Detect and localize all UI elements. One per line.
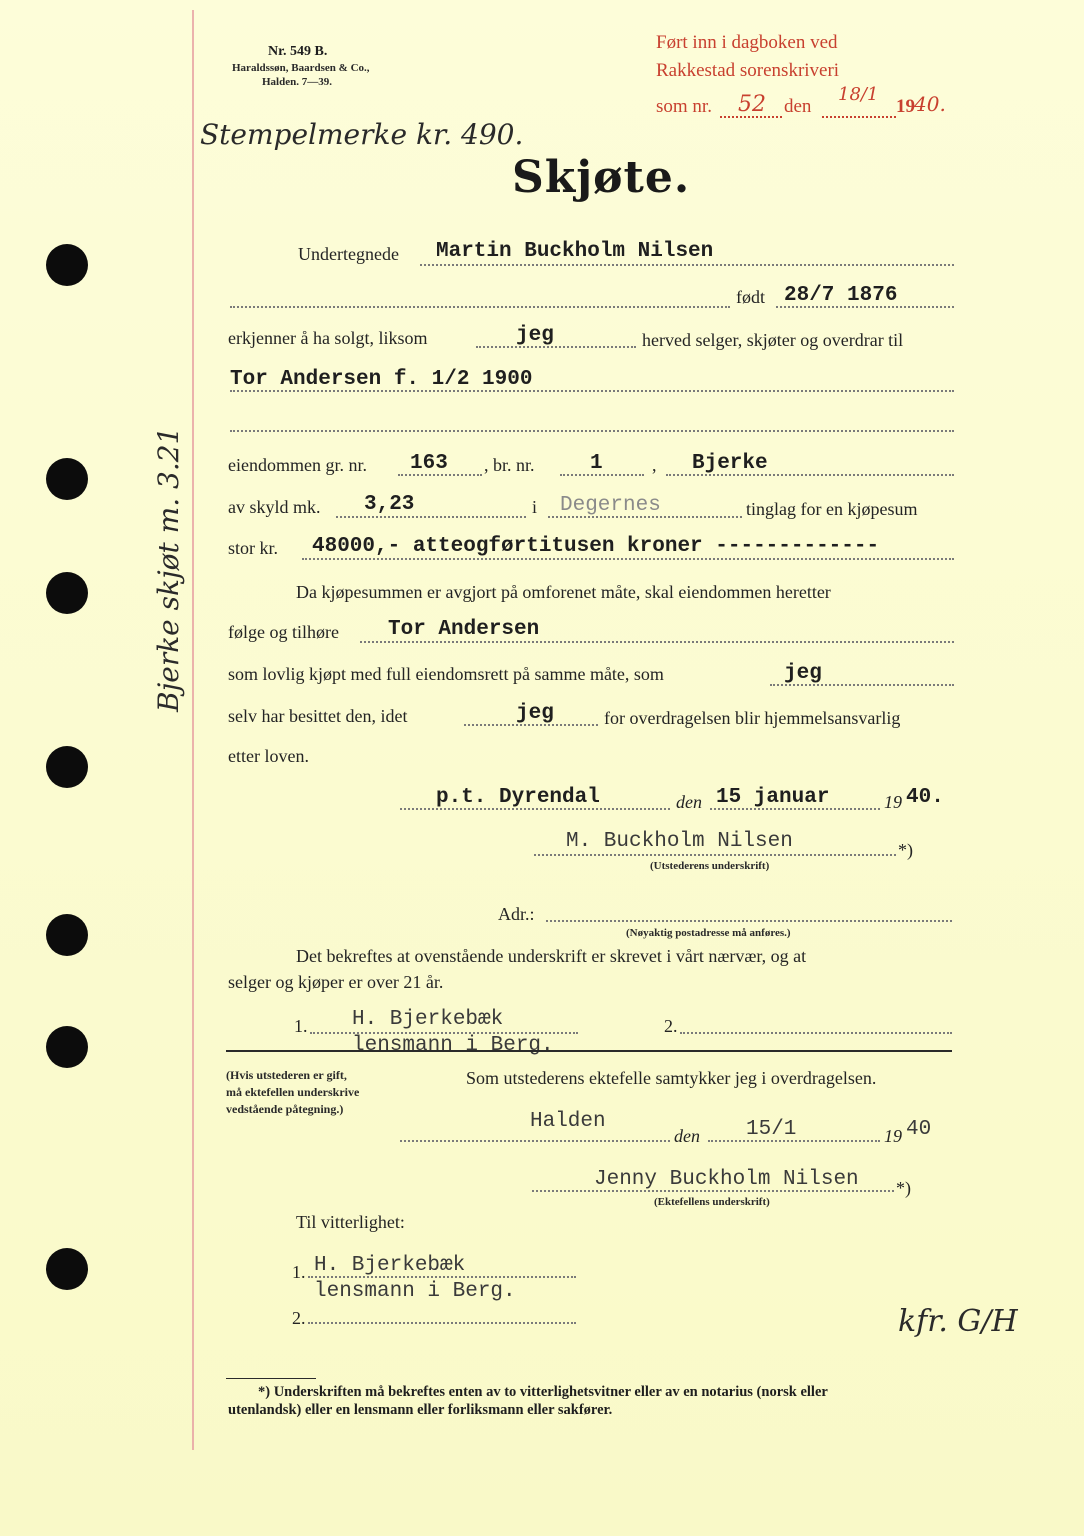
spouse-consent: Som utstederens ektefelle samtykker jeg i overdragelsen. (466, 1068, 877, 1088)
register-den-label: den (784, 96, 812, 117)
witnesses-label: Til vitterlighet: (296, 1212, 405, 1232)
stor-kr-label: stor kr. (228, 538, 279, 558)
lovlig-value: jeg (784, 662, 822, 685)
farm-name: Bjerke (692, 452, 768, 475)
witness1-name: H. Bjerkebæk (352, 1008, 504, 1031)
witness-b-number: 2. (292, 1308, 306, 1328)
footnote-line2: utenlandsk) eller en lensmann eller forliksmann eller sakfører. (228, 1402, 613, 1418)
skyld-label: av skyld mk. (228, 497, 321, 517)
footnote-line1: *) Underskriften må bekreftes enten av to vitterlighetsvitner eller av en notarius (norsk eller (258, 1384, 828, 1400)
place-value: p.t. Dyrendal (436, 786, 600, 809)
spouse-note-line1: (Hvis utstederen er gift, (226, 1068, 347, 1082)
folge-label: følge og tilhøre (228, 622, 339, 642)
i-label: i (532, 497, 538, 517)
register-nr-value: 52 (738, 92, 766, 117)
witness-a-number: 1. (292, 1262, 306, 1282)
register-date-value: 18/1 (838, 84, 879, 105)
form-number: Nr. 549 B. (268, 44, 328, 59)
buyer-line: Tor Andersen f. 1/2 1900 (230, 368, 533, 391)
register-year-suffix: 40. (914, 92, 946, 116)
spouse-caption: (Ektefellens underskrift) (654, 1196, 770, 1208)
punch-hole (46, 458, 88, 500)
printer-city-year: Halden. 7—39. (262, 76, 332, 88)
da-kjopesummen-line: Da kjøpesummen er avgjort på omforenet måte, skal eiendommen heretter (296, 582, 831, 602)
br-nr-label: , br. nr. (484, 455, 535, 475)
punch-hole (46, 244, 88, 286)
spouse-date: 15/1 (746, 1118, 797, 1141)
spouse-den-label: den (674, 1126, 700, 1146)
price-text: 48000,- atteogførtitusen kroner ------------- (312, 535, 880, 558)
erkjenner-label: erkjenner å ha solgt, liksom (228, 328, 428, 348)
spouse-note-line3: vedstående påtegning.) (226, 1102, 344, 1116)
year-prefix: 19 (884, 792, 902, 812)
br-nr-value: 1 (590, 452, 603, 475)
signature-caption: (Utstederens underskrift) (650, 860, 770, 872)
hjemmel-label: for overdragelsen blir hjemmelsansvarlig (604, 708, 901, 728)
stamp-duty-note: Stempelmerke kr. 490. (200, 118, 524, 151)
confirmation-line1: Det bekreftes at ovenstående underskrift er skrevet i vårt nærvær, og at (296, 946, 807, 966)
spouse-asterisk: *) (896, 1178, 911, 1198)
signature-asterisk: *) (898, 840, 913, 860)
herved-label: herved selger, skjøter og overdrar til (642, 330, 904, 350)
witness-a-name: H. Bjerkebæk (314, 1254, 466, 1277)
witness1-number: 1. (294, 1016, 308, 1036)
spouse-place: Halden (530, 1110, 606, 1133)
witness-a-title: lensmann i Berg. (314, 1280, 516, 1303)
year-suffix: 40. (906, 786, 944, 809)
register-year-prefix: 19 (896, 96, 915, 117)
selv-label: selv har besittet den, idet (228, 706, 408, 726)
punch-hole (46, 746, 88, 788)
punch-hole (46, 1248, 88, 1290)
eiendommen-label: eiendommen gr. nr. (228, 455, 367, 475)
tinglag-label: tinglag for en kjøpesum (746, 499, 918, 519)
comma-separator: , (652, 455, 657, 475)
spouse-note-line2: må ektefellen underskrive (226, 1085, 360, 1099)
register-stamp-line1: Ført inn i dagboken ved (656, 32, 838, 53)
undertegnede-label: Undertegnede (298, 244, 399, 264)
confirmation-line2: selger og kjøper er over 21 år. (228, 972, 444, 992)
register-stamp-line2: Rakkestad sorenskriveri (656, 60, 840, 81)
folge-value: Tor Andersen (388, 618, 540, 641)
gr-nr-value: 163 (410, 452, 448, 475)
document-title: Skjøte. (512, 152, 691, 203)
issuer-signature: M. Buckholm Nilsen (566, 830, 793, 853)
birth-date: 28/7 1876 (784, 284, 898, 307)
address-label: Adr.: (498, 904, 535, 924)
seller-name: Martin Buckholm Nilsen (436, 240, 714, 263)
punch-hole (46, 914, 88, 956)
punch-hole (46, 572, 88, 614)
spouse-signature: Jenny Buckholm Nilsen (594, 1168, 859, 1191)
skyld-value: 3,23 (364, 493, 415, 516)
spouse-year-prefix: 19 (884, 1126, 902, 1146)
den-label: den (676, 792, 702, 812)
clerk-initials: kfr. G/H (898, 1304, 1018, 1339)
witness2-number: 2. (664, 1016, 678, 1036)
etter-loven: etter loven. (228, 746, 309, 766)
date-value: 15 januar (716, 786, 830, 809)
register-som-nr-label: som nr. (656, 96, 712, 117)
punch-hole (46, 1026, 88, 1068)
liksom-value: jeg (516, 324, 554, 347)
tinglag-value: Degernes (560, 494, 661, 517)
lovlig-label: som lovlig kjøpt med full eiendomsrett på samme måte, som (228, 664, 664, 684)
spouse-year-suffix: 40 (906, 1118, 932, 1141)
address-caption: (Nøyaktig postadresse må anføres.) (626, 927, 791, 939)
selv-value: jeg (516, 702, 554, 725)
margin-rule (192, 10, 194, 1450)
witness1-title: lensmann i Berg. (352, 1034, 554, 1057)
printer-publisher: Haraldssøn, Baardsen & Co., (232, 62, 370, 74)
fodt-label: født (736, 287, 765, 307)
margin-note: Bjerke skjøt m. 3.21 (152, 426, 185, 712)
